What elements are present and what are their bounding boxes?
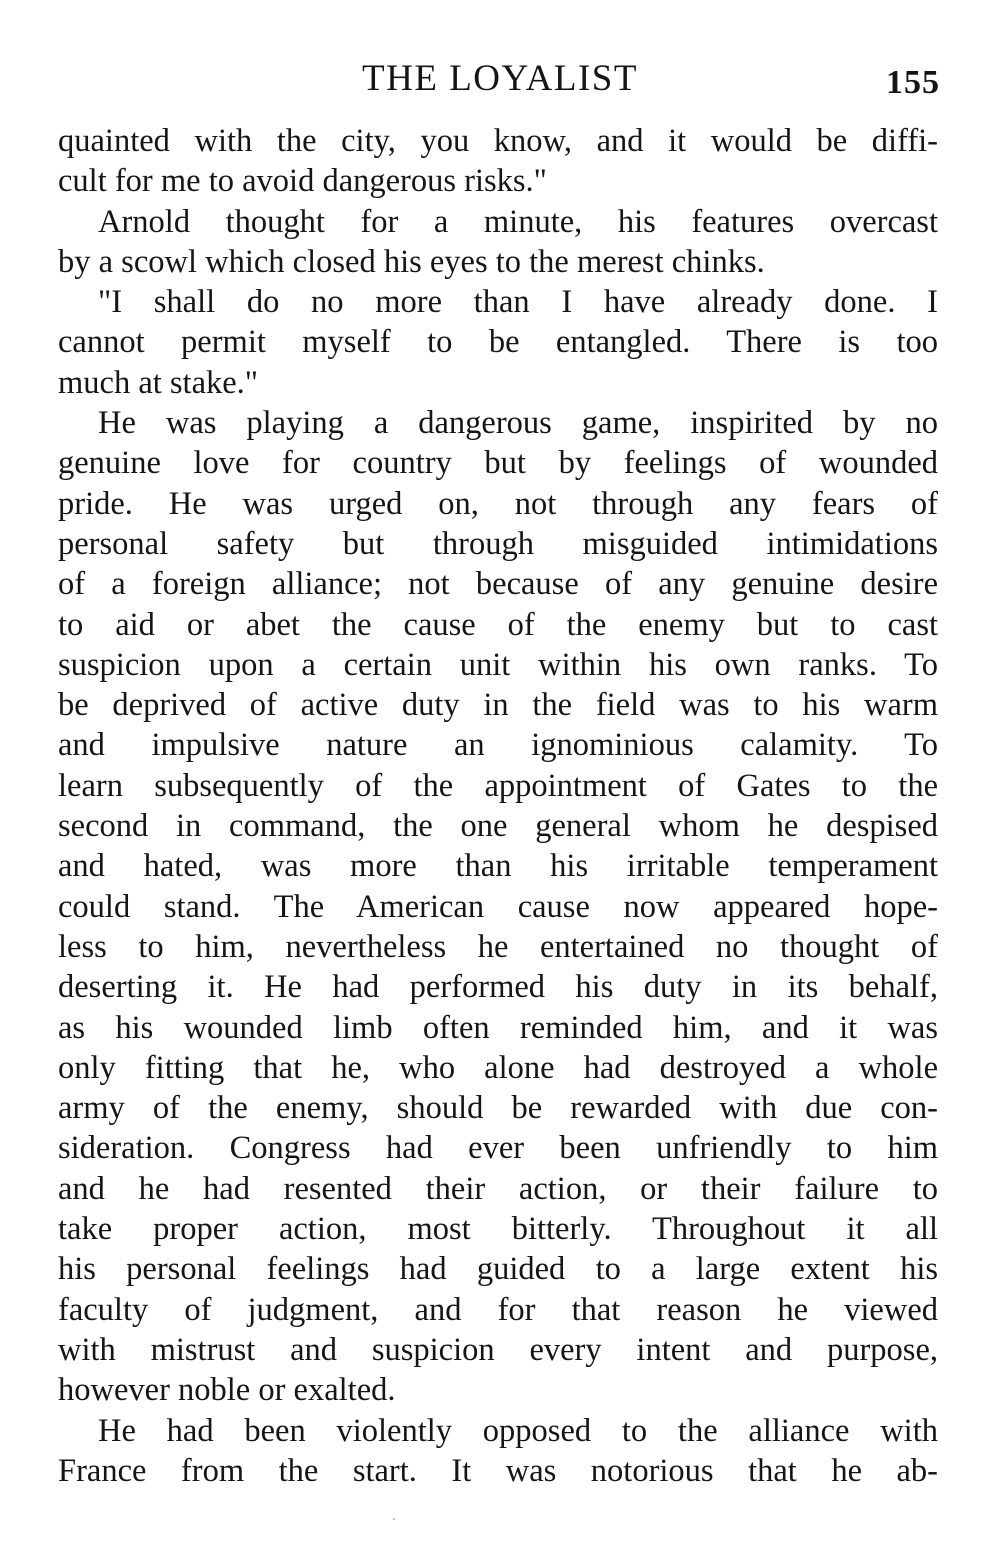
text-line: faculty of judgment, and for that reason he viewed <box>58 1291 938 1328</box>
text-line: less to him, nevertheless he entertained no thought of <box>58 928 938 965</box>
text-line: and he had resented their action, or their failure to <box>58 1170 938 1207</box>
text-line: sideration. Congress had ever been unfriendly to him <box>58 1130 938 1167</box>
text-line: with mistrust and suspicion every intent and purpose, <box>58 1331 938 1368</box>
text-line: He was playing a dangerous game, inspirited by no <box>98 405 938 442</box>
running-title: THE LOYALIST <box>362 58 638 99</box>
paragraph <box>58 121 938 202</box>
text-line: He had been violently opposed to the alliance with <box>98 1412 938 1449</box>
running-header <box>60 54 940 104</box>
paragraph <box>58 1411 938 1492</box>
text-line: deserting it. He had performed his duty in its behalf, <box>58 969 938 1006</box>
text-line: learn subsequently of the appointment of Gates to the <box>58 767 938 804</box>
body-text <box>58 121 938 1521</box>
text-line: and impulsive nature an ignominious calamity. To <box>58 727 938 764</box>
text-line: of a foreign alliance; not because of any genuine desire <box>58 566 938 603</box>
text-line: take proper action, most bitterly. Throughout it all <box>58 1211 938 1248</box>
text-line: personal safety but through misguided intimidations <box>58 525 938 562</box>
paragraph <box>58 282 938 403</box>
text-line: second in command, the one general whom he despised <box>58 808 938 845</box>
paragraph <box>58 202 938 283</box>
text-line: France from the start. It was notorious that he ab- <box>58 1452 938 1489</box>
text-line: genuine love for country but by feelings of wounded <box>58 445 938 482</box>
text-line: quainted with the city, you know, and it would be diffi- <box>58 123 938 159</box>
text-line: as his wounded limb often reminded him, and it was <box>58 1009 938 1046</box>
text-line: army of the enemy, should be rewarded with due con- <box>58 1090 938 1127</box>
text-line: cult for me to avoid dangerous risks." <box>58 163 547 200</box>
text-line: only fitting that he, who alone had destroyed a whole <box>58 1049 938 1086</box>
print-speck <box>393 1518 395 1520</box>
text-line: be deprived of active duty in the field was to his warm <box>58 687 938 724</box>
page-number: 155 <box>886 64 940 101</box>
text-line: much at stake." <box>58 364 259 401</box>
text-line: and hated, was more than his irritable temperament <box>58 848 938 885</box>
text-line: by a scowl which closed his eyes to the merest chinks. <box>58 243 765 280</box>
text-line: however noble or exalted. <box>58 1372 396 1409</box>
text-line: "I shall do no more than I have already done. I <box>98 284 938 321</box>
text-line: suspicion upon a certain unit within his own ranks. To <box>58 646 938 683</box>
text-line: pride. He was urged on, not through any fears of <box>58 485 938 522</box>
text-line: his personal feelings had guided to a large extent his <box>58 1251 938 1288</box>
text-line: to aid or abet the cause of the enemy but to cast <box>58 606 938 643</box>
text-line: cannot permit myself to be entangled. There is too <box>58 324 938 361</box>
text-line: could stand. The American cause now appeared hope- <box>58 888 938 925</box>
paragraph <box>58 403 938 1410</box>
text-line: Arnold thought for a minute, his features overcast <box>98 203 938 240</box>
